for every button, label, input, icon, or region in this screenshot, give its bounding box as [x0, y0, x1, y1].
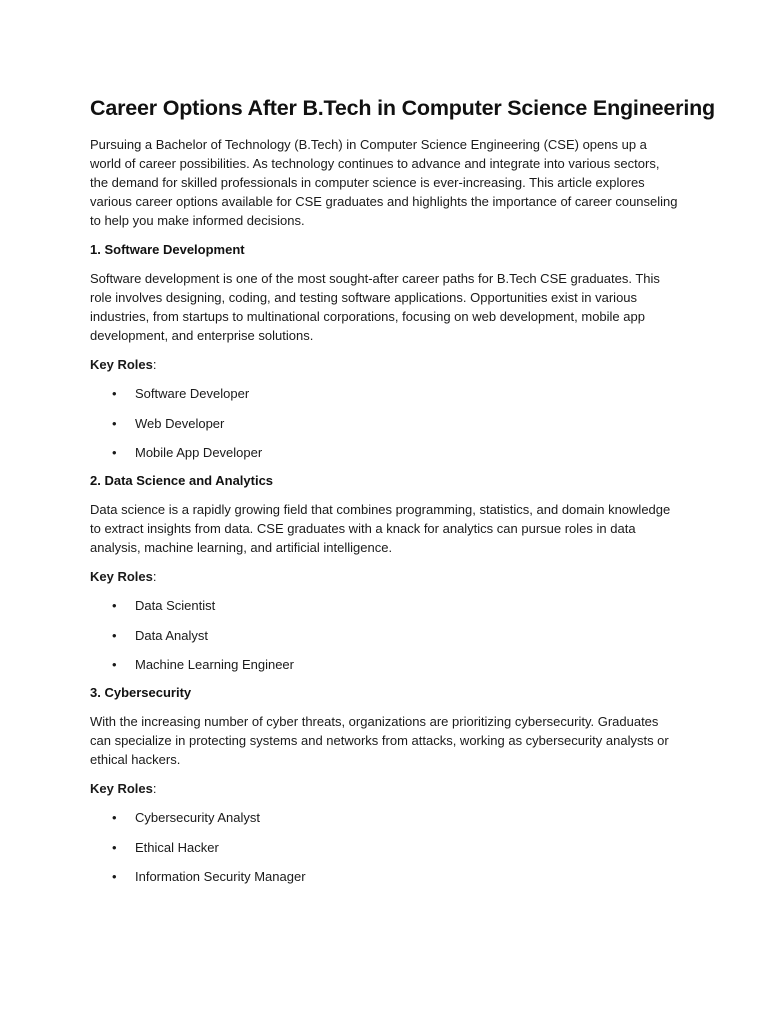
- bullet-icon: •: [112, 810, 117, 825]
- bullet-icon: •: [112, 386, 117, 401]
- section-cybersecurity: [90, 683, 680, 886]
- role-label: Mobile App Developer: [135, 445, 263, 460]
- list-item: [90, 596, 680, 615]
- bullet-icon: •: [112, 869, 117, 884]
- list-item: [90, 443, 680, 462]
- section-software-development: [90, 240, 680, 462]
- role-label: Web Developer: [135, 415, 225, 431]
- section-data-science: [90, 471, 680, 674]
- roles-list: [90, 808, 680, 886]
- list-item: [90, 626, 680, 645]
- section-paragraph: Data science is a rapidly growing field that combines programming, statistics, and domain knowledge to extract insights from data. CSE graduates with a knack for analytics can pursue roles in data analysis, machine learning, and artificial intelligence.: [90, 502, 671, 555]
- roles-list: [90, 384, 680, 462]
- section-paragraph: With the increasing number of cyber threats, organizations are prioritizing cybersecurity. Graduates can specialize in protecting systems and networks from attacks, working as cybersecurity analysts or ethical hackers.: [90, 714, 669, 767]
- key-roles-label: Key Roles:: [90, 569, 157, 584]
- section-heading: 1. Software Development: [90, 242, 245, 257]
- bullet-icon: •: [112, 445, 117, 460]
- bullet-icon: •: [112, 657, 117, 672]
- list-item: [90, 655, 680, 674]
- role-label: Cybersecurity Analyst: [135, 810, 260, 825]
- bullet-icon: •: [112, 627, 117, 643]
- bullet-icon: •: [112, 839, 117, 855]
- page-title: Career Options After B.Tech in Computer Science Engineering: [90, 96, 715, 120]
- role-label: Software Developer: [135, 386, 250, 401]
- list-item: [90, 867, 680, 886]
- role-label: Data Analyst: [135, 627, 208, 643]
- role-label: Ethical Hacker: [135, 839, 219, 855]
- section-paragraph: Software development is one of the most sought-after career paths for B.Tech CSE graduates. This role involves designing, coding, and testing software applications. Opportunities exist in various industries, from startups to multinational corporations, focusing on web development, mobile app development, and enterprise solutions.: [90, 271, 660, 343]
- roles-list: [90, 596, 680, 674]
- list-item: [90, 384, 680, 403]
- intro-paragraph: Pursuing a Bachelor of Technology (B.Tech) in Computer Science Engineering (CSE) opens up a world of career possibilities. As technology continues to advance and integrate into various sectors, the demand for skilled professionals in computer science is ever-increasing. This article explores various career options available for CSE graduates and highlights the importance of career counseling to help you make informed decisions.: [90, 137, 678, 228]
- role-label: Data Scientist: [135, 598, 216, 613]
- list-item: [90, 414, 680, 433]
- list-item: [90, 838, 680, 857]
- key-roles-label: Key Roles:: [90, 357, 157, 372]
- article: [90, 93, 715, 895]
- key-roles-label: Key Roles:: [90, 781, 157, 796]
- section-heading: 3. Cybersecurity: [90, 685, 192, 700]
- section-heading: 2. Data Science and Analytics: [90, 473, 274, 488]
- list-item: [90, 808, 680, 827]
- role-label: Machine Learning Engineer: [135, 657, 294, 672]
- bullet-icon: •: [112, 598, 117, 613]
- role-label: Information Security Manager: [135, 869, 306, 884]
- bullet-icon: •: [112, 415, 117, 431]
